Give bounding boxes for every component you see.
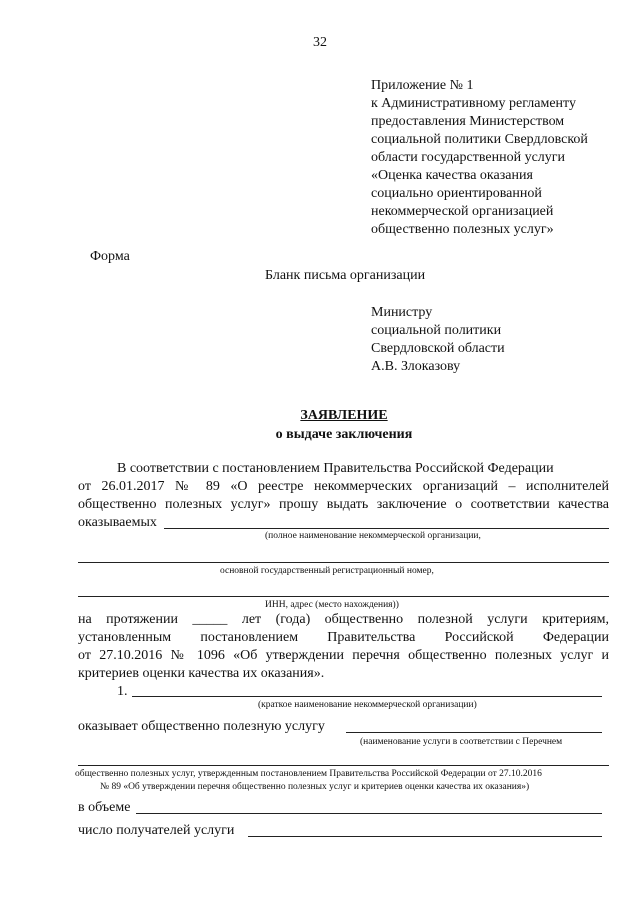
recipient-block [371,304,505,376]
org-short-name-field[interactable] [132,696,602,697]
document-title: ЗАЯВЛЕНИЕ [300,408,388,423]
service-name-field-continued[interactable] [78,765,609,766]
recipient-line: социальной политики [371,323,502,338]
appendix-line: некоммерческой организацией [371,204,554,219]
paragraph-line: В соответствии с постановлением Правительства Российской Федерации [117,461,554,476]
volume-label: в объеме [78,800,131,815]
appendix-line: предоставления Министерством [371,114,565,129]
appendix-line: «Оценка качества оказания [371,168,533,183]
letterhead-label: Бланк письма организации [265,268,426,283]
paragraph-line: общественно полезных услуг» прошу выдать заключение о соответствии качества [78,497,609,512]
service-name-field[interactable] [346,732,602,733]
paragraph-line: критериев оценки качества их оказания». [78,666,325,681]
appendix-block [371,77,588,239]
service-list-caption: общественно полезных услуг, утвержденным постановлением Правительства Российской Федерации от 27.10.2016 [75,769,542,779]
appendix-line: области государственной услуги [371,150,566,165]
provides-service-label: оказывает общественно полезную услугу [78,719,325,734]
ogrn-caption: основной государственный регистрационный номер, [220,566,434,576]
service-name-caption: (наименование услуги в соответствии с Перечнем [360,737,563,747]
service-list-caption: № 89 «Об утверждении перечня общественно полезных услуг и критериев оценки качества их оказания») [100,782,530,792]
recipients-count-label: число получателей услуги [78,823,235,838]
inn-address-caption: ИНН, адрес (место нахождения)) [265,600,399,610]
org-full-name-caption: (полное наименование некоммерческой организации, [265,531,481,541]
recipient-line: А.В. Злоказову [371,359,461,374]
paragraph-line: от 27.10.2016 № 1096 «Об утверждении перечня общественно полезных услуг и [78,648,609,663]
rendered-label: оказываемых [78,515,157,530]
paragraph-line: на протяжении _____ лет (года) общественно полезной услуги критериям, [78,612,609,627]
recipients-count-field[interactable] [248,836,602,837]
org-short-name-caption: (краткое наименование некоммерческой организации) [258,700,477,710]
document-subtitle: о выдаче заключения [275,427,413,442]
recipient-line: Министру [371,305,433,320]
item-number: 1. [117,684,128,699]
appendix-line: Приложение № 1 [371,78,474,93]
recipient-line: Свердловской области [371,341,505,356]
inn-address-field[interactable] [78,596,609,597]
volume-field[interactable] [136,813,602,814]
paragraph-line: установленным постановлением Правительства Российской Федерации [78,630,609,645]
appendix-line: социально ориентированной [371,186,542,201]
org-full-name-field[interactable] [164,528,609,529]
appendix-line: социальной политики Свердловской [371,132,588,147]
form-label: Форма [90,249,130,264]
page-number: 32 [313,35,327,50]
ogrn-field[interactable] [78,562,609,563]
paragraph-line: от 26.01.2017 № 89 «О реестре некоммерческих организаций – исполнителей [78,479,609,494]
appendix-line: к Административному регламенту [371,96,576,111]
appendix-line: общественно полезных услуг» [371,222,554,237]
